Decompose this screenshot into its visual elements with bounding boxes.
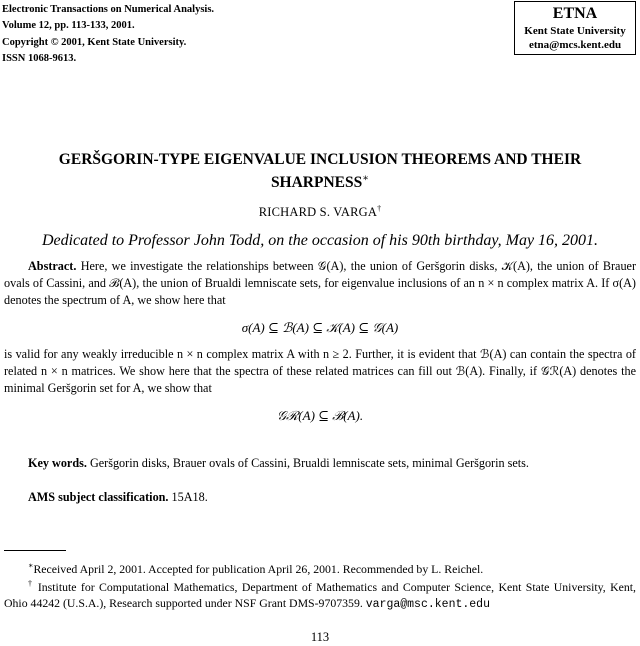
- page-number: 113: [310, 630, 330, 644]
- journal-issn: ISSN 1068-9613.: [2, 52, 77, 64]
- abstract-label: Abstract.: [28, 259, 77, 273]
- dedication: Dedicated to Professor John Todd, on the occasion of his 90th birthday, May 16, 2001.: [41, 232, 599, 249]
- author-name: RICHARD S. VARGA: [258, 205, 378, 220]
- abstract-paragraph-2: is valid for any weakly irreducible n × n complex matrix A with n ≥ 2. Further, it is evident that ℬ(A) can contain the spectra of related n × n matrices. We show here that the spectra of these related matrices can fill out ℬ(A). Finally, if 𝒢ℛ(A) denotes the minimal Geršgorin set for A, we show that: [4, 347, 636, 395]
- footnote-divider: [4, 550, 66, 551]
- journal-header: [2, 2, 214, 67]
- equation-minimal-set: 𝒢ℛ(A) ⊆ ℬ(A).: [276, 408, 364, 423]
- keywords-label: Key words.: [28, 456, 87, 470]
- journal-copyright: Copyright © 2001, Kent State University.: [2, 36, 187, 48]
- footnote-received: [4, 558, 636, 577]
- journal-volume: Volume 12, pp. 113-133, 2001.: [2, 20, 135, 32]
- badge-institution: Kent State University: [524, 25, 626, 37]
- badge-email: etna@mcs.kent.edu: [528, 39, 622, 51]
- badge-name: ETNA: [552, 5, 598, 22]
- etna-badge: [514, 1, 636, 55]
- abstract-paragraph-1: [4, 258, 636, 309]
- footnote-affiliation: [4, 576, 636, 613]
- author-footnote-mark[interactable]: †: [377, 204, 382, 213]
- ams-text: 15A18.: [171, 490, 208, 504]
- keywords: [28, 456, 632, 471]
- keywords-text: Geršgorin disks, Brauer ovals of Cassini, Brualdi lemniscate sets, minimal Geršgorin sets.: [89, 456, 529, 470]
- title-footnote-mark[interactable]: ∗: [362, 173, 370, 184]
- footnote-1-mark: ∗: [28, 561, 34, 570]
- footnote-2-mark: †: [28, 579, 34, 588]
- ams-classification: [28, 490, 632, 505]
- paper-title-text: GERŠGORIN-TYPE EIGENVALUE INCLUSION THEOREMS AND THEIR SHARPNESS: [58, 151, 582, 192]
- journal-name: Electronic Transactions on Numerical Analysis.: [2, 4, 215, 15]
- footnote-1-text: Received April 2, 2001. Accepted for publication April 26, 2001. Recommended by L. Reichel.: [33, 561, 484, 576]
- paper-author: [0, 204, 640, 220]
- author-email-link[interactable]: varga@msc.kent.edu: [365, 597, 490, 611]
- abstract-text-1: Here, we investigate the relationships between 𝒢(A), the union of Geršgorin disks, 𝒦(A), the union of Brauer ovals of Cassini, and ℬ(A), the union of Brualdi lemniscate sets, for eigenvalue inclusions of an n × n complex matrix A. If σ(A) denotes the spectrum of A, we show here that: [4, 259, 637, 307]
- equation-inclusion-chain: σ(A) ⊆ ℬ(A) ⊆ 𝒦(A) ⊆ 𝒢(A): [241, 320, 399, 335]
- paper-title: [20, 150, 620, 192]
- footnote-2-text: Institute for Computational Mathematics, Department of Mathematics and Computer Science, Kent State University, Kent, Ohio 44242 (U.S.A.), Research supported under NSF Grant DMS-9707359.: [4, 579, 637, 610]
- ams-label: AMS subject classification.: [28, 490, 169, 504]
